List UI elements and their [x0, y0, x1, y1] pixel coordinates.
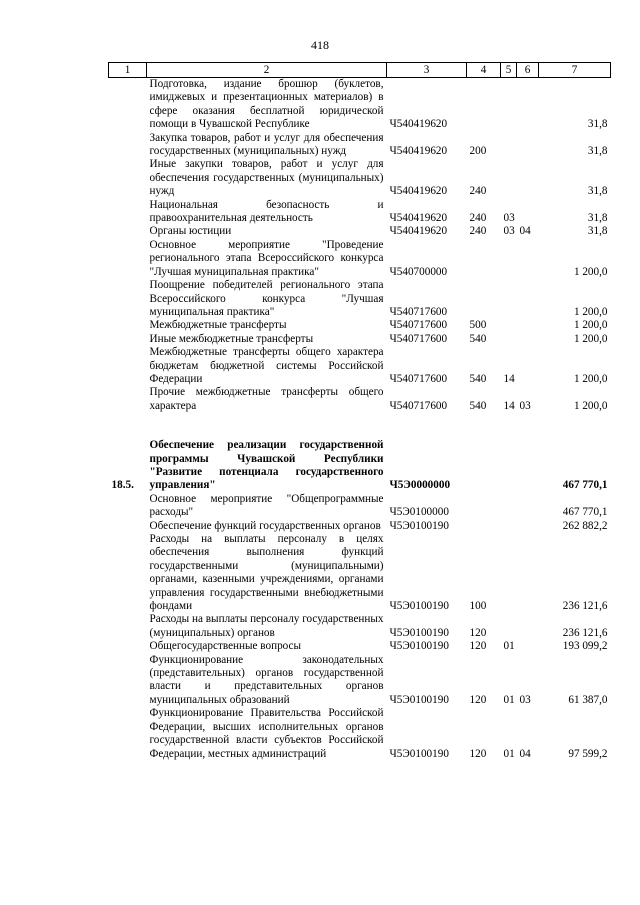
section-code: 01	[503, 747, 515, 760]
subsection-code	[517, 158, 539, 198]
subsection-code	[517, 520, 539, 533]
expense-type	[467, 279, 501, 319]
section-code	[501, 319, 517, 332]
amount: 1 200,0	[573, 332, 608, 345]
row-name: Функционирование Правительства Российской Федерации, высших исполнительных органов государственной власти субъектов Российской Федерации, местных администраций	[149, 707, 384, 760]
row-number	[109, 239, 147, 279]
expense-type: 240	[469, 225, 487, 238]
section-code	[501, 439, 517, 493]
section-code	[501, 520, 517, 533]
table-row	[109, 225, 611, 238]
subsection-code	[517, 319, 539, 332]
row-name: Подготовка, издание брошюр (буклетов, имиджевых и презентационных материалов) в сфере оказания бесплатной юридической помощи в Чувашской Республике	[149, 78, 384, 131]
expense-type	[467, 78, 501, 132]
table-row	[109, 439, 611, 493]
page-number: 418	[311, 38, 329, 52]
section-code: 14	[503, 372, 515, 385]
section-code	[501, 613, 517, 640]
row-number	[109, 654, 147, 708]
amount: 31,8	[587, 225, 608, 238]
expense-type	[467, 239, 501, 279]
column-header: 6	[517, 63, 539, 78]
column-header: 2	[147, 63, 387, 78]
target-code: Ч5Э0100000	[389, 506, 449, 519]
amount: 61 387,0	[568, 693, 608, 706]
row-name: Прочие межбюджетные трансферты общего характера	[149, 386, 384, 412]
expense-type: 120	[469, 693, 487, 706]
subsection-code	[517, 439, 539, 493]
expense-type: 240	[469, 185, 487, 198]
row-number	[109, 386, 147, 413]
table-row	[109, 78, 611, 132]
subsection-code	[517, 613, 539, 640]
subsection-code: 04	[519, 747, 531, 760]
amount: 1 200,0	[573, 305, 608, 318]
amount: 1 200,0	[573, 265, 608, 278]
subsection-code	[517, 533, 539, 613]
expense-type	[467, 520, 501, 533]
row-name: Расходы на выплаты персоналу в целях обеспечения выполнения функций государственными (муниципальными) органами, казенными учреждениями, органами управления государственными внебюджетными фондами	[149, 533, 384, 613]
row-name: Закупка товаров, работ и услуг для обеспечения государственных (муниципальных) нужд	[149, 131, 384, 158]
row-number	[109, 493, 147, 520]
section-code	[501, 239, 517, 279]
row-name: Общегосударственные вопросы	[149, 640, 302, 653]
row-number	[109, 78, 147, 132]
expense-type	[467, 439, 501, 493]
expense-type: 540	[469, 399, 487, 412]
expense-type: 540	[469, 332, 487, 345]
table-row	[109, 520, 611, 533]
row-number	[109, 520, 147, 533]
expense-type: 120	[469, 640, 487, 653]
target-code: Ч5Э0100190	[389, 600, 449, 613]
subsection-code	[517, 132, 539, 159]
table-header-row	[109, 63, 611, 78]
row-number: 18.5.	[111, 479, 134, 492]
target-code: Ч540717600	[389, 305, 448, 318]
amount: 97 599,2	[568, 747, 608, 760]
table-row	[109, 239, 611, 279]
row-number	[109, 279, 147, 319]
section-code	[501, 279, 517, 319]
column-header: 7	[539, 63, 611, 78]
section-code	[501, 333, 517, 346]
table-row	[109, 493, 611, 520]
target-code: Ч540717600	[389, 332, 448, 345]
amount: 467 770,1	[562, 479, 608, 492]
target-code: Ч540700000	[389, 265, 448, 278]
expense-type: 540	[469, 372, 487, 385]
target-code: Ч540717600	[389, 399, 448, 412]
section-code	[501, 533, 517, 613]
target-code: Ч540717600	[389, 372, 448, 385]
target-code: Ч540419620	[389, 185, 448, 198]
table-row	[109, 386, 611, 413]
target-code: Ч5Э0100190	[389, 519, 449, 532]
row-number	[109, 707, 147, 761]
section-code	[501, 132, 517, 159]
table-row	[109, 654, 611, 708]
subsection-code: 04	[519, 225, 531, 238]
expense-type: 120	[469, 747, 487, 760]
row-name: Иные закупки товаров, работ и услуг для обеспечения государственных (муниципальных) нужд	[149, 158, 384, 198]
amount: 236 121,6	[562, 600, 608, 613]
row-name: Обеспечение функций государственных органов	[149, 519, 381, 532]
table-row	[109, 613, 611, 640]
table-row	[109, 319, 611, 332]
table-row	[109, 199, 611, 226]
subsection-code	[517, 239, 539, 279]
section-code: 03	[503, 212, 515, 225]
amount: 262 882,2	[562, 519, 608, 532]
amount: 1 200,0	[573, 372, 608, 385]
table-row	[109, 346, 611, 386]
section-code: 01	[503, 640, 515, 653]
expense-type: 120	[469, 626, 487, 639]
target-code: Ч540419620	[389, 212, 448, 225]
row-number	[109, 640, 147, 653]
amount: 31,8	[587, 212, 608, 225]
amount: 1 200,0	[573, 319, 608, 332]
subsection-code: 03	[519, 693, 531, 706]
amount: 31,8	[587, 185, 608, 198]
row-name: Национальная безопасность и правоохранительная деятельность	[149, 198, 384, 225]
target-code: Ч5Э0100190	[389, 747, 449, 760]
table-row	[109, 640, 611, 653]
section-code	[501, 78, 517, 132]
table-row	[109, 333, 611, 346]
expense-type: 500	[469, 319, 487, 332]
table-row	[109, 158, 611, 198]
row-name: Основное мероприятие "Проведение регионального этапа Всероссийского конкурса "Лучшая муниципальная практика"	[149, 238, 384, 278]
row-name: Межбюджетные трансферты	[149, 319, 287, 332]
subsection-code: 03	[519, 399, 531, 412]
section-code: 14	[503, 399, 515, 412]
expense-type: 200	[469, 145, 487, 158]
row-number	[109, 333, 147, 346]
subsection-code	[517, 199, 539, 226]
table-row	[109, 533, 611, 613]
target-code: Ч540717600	[389, 319, 448, 332]
table-row	[109, 132, 611, 159]
row-number	[109, 225, 147, 238]
column-header: 1	[109, 63, 147, 78]
row-name: Поощрение победителей регионального этапа Всероссийского конкурса "Лучшая муниципальная практика"	[149, 279, 384, 318]
row-number	[109, 199, 147, 226]
target-code: Ч5Э0100190	[389, 640, 449, 653]
subsection-code	[517, 279, 539, 319]
amount: 31,8	[587, 118, 608, 131]
row-number	[109, 533, 147, 613]
budget-table	[108, 62, 611, 761]
section-code	[501, 158, 517, 198]
section-code: 03	[503, 225, 515, 238]
expense-type	[467, 493, 501, 520]
amount: 31,8	[587, 145, 608, 158]
section-code: 01	[503, 693, 515, 706]
target-code: Ч5Э0100190	[389, 693, 449, 706]
target-code: Ч5Э0100190	[389, 626, 449, 639]
row-number	[109, 319, 147, 332]
subsection-code	[517, 333, 539, 346]
row-name: Органы юстиции	[149, 225, 232, 238]
target-code: Ч5Э0000000	[389, 479, 451, 492]
row-name: Обеспечение реализации государственной программы Чувашской Республики "Развитие потенциала государственного управления"	[149, 439, 384, 492]
amount: 1 200,0	[573, 399, 608, 412]
row-number	[109, 158, 147, 198]
column-header: 4	[467, 63, 501, 78]
amount: 193 099,2	[562, 640, 608, 653]
row-number	[109, 613, 147, 640]
expense-type: 240	[469, 212, 487, 225]
table-row	[109, 707, 611, 761]
subsection-code	[517, 78, 539, 132]
row-name: Иные межбюджетные трансферты	[149, 332, 314, 345]
row-name: Межбюджетные трансферты общего характера бюджетам бюджетной системы Российской Федерации	[149, 346, 384, 385]
target-code: Ч540419620	[389, 225, 448, 238]
section-spacer	[109, 413, 611, 439]
subsection-code	[517, 493, 539, 520]
section-code	[501, 493, 517, 520]
subsection-code	[517, 640, 539, 653]
expense-type: 100	[469, 600, 487, 613]
target-code: Ч540419620	[389, 118, 448, 131]
row-name: Функционирование законодательных (представительных) органов государственной власти и представительных органов муниципальных образований	[149, 653, 384, 706]
amount: 467 770,1	[562, 506, 608, 519]
row-number	[109, 132, 147, 159]
row-name: Расходы на выплаты персоналу государственных (муниципальных) органов	[149, 613, 384, 639]
amount: 236 121,6	[562, 626, 608, 639]
row-number	[109, 346, 147, 386]
row-name: Основное мероприятие "Общепрограммные расходы"	[149, 492, 384, 519]
column-header: 5	[501, 63, 517, 78]
target-code: Ч540419620	[389, 145, 448, 158]
column-header: 3	[387, 63, 467, 78]
subsection-code	[517, 346, 539, 386]
table-row	[109, 279, 611, 319]
